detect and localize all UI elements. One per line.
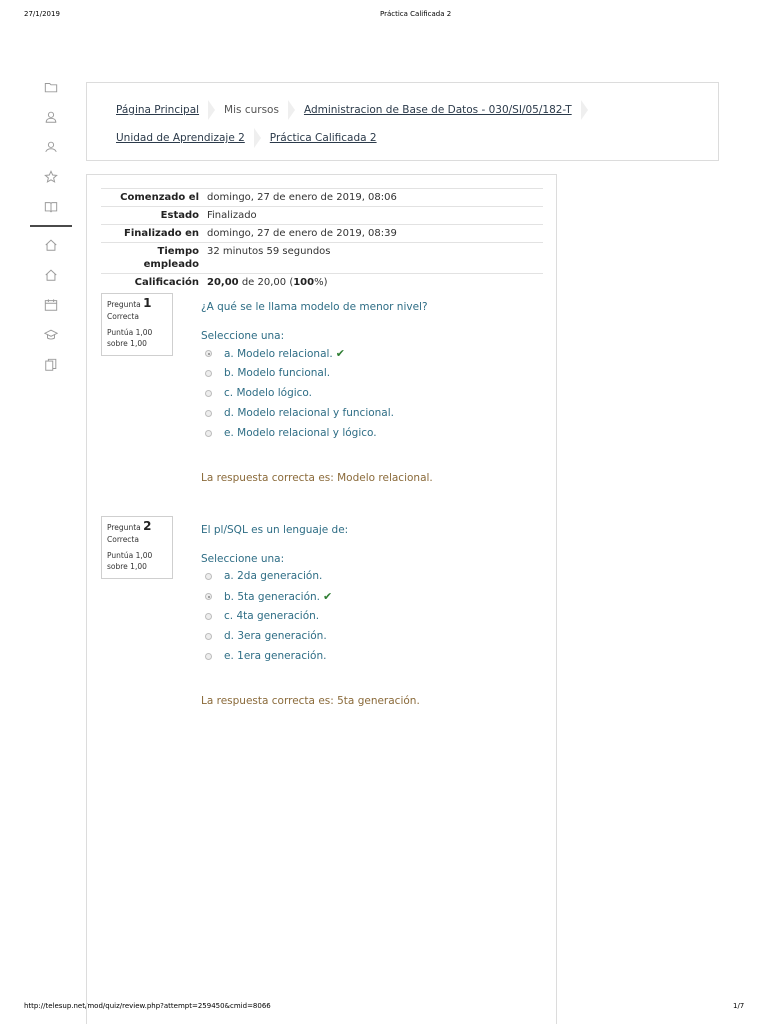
- answer-option[interactable]: [205, 570, 322, 582]
- breadcrumb-separator: [208, 100, 215, 120]
- summary-label: Calificación: [101, 274, 207, 292]
- question-prompt-1: Seleccione una:: [201, 330, 285, 342]
- summary-row-state: [101, 207, 543, 225]
- print-url: http://telesup.net/mod/quiz/review.php?attempt=259450&cmid=8066: [24, 1002, 271, 1010]
- breadcrumb-home-link[interactable]: Página Principal: [116, 104, 200, 116]
- sidebar-divider: [30, 225, 72, 227]
- sidebar-nav: [30, 72, 72, 380]
- summary-value: domingo, 27 de enero de 2019, 08:06: [207, 189, 543, 207]
- radio-unchecked[interactable]: [205, 653, 212, 660]
- print-title: Práctica Calificada 2: [380, 10, 452, 18]
- radio-unchecked[interactable]: [205, 390, 212, 397]
- summary-value: 32 minutos 59 segundos: [207, 243, 543, 274]
- answer-option[interactable]: [205, 387, 312, 399]
- radio-unchecked[interactable]: [205, 633, 212, 640]
- grade-mid: de 20,00 (: [241, 277, 294, 288]
- answer-label: d. Modelo relacional y funcional.: [224, 407, 394, 419]
- breadcrumb-quiz-link[interactable]: Práctica Calificada 2: [269, 132, 377, 144]
- question-info-1: [101, 293, 173, 356]
- summary-value: [207, 274, 543, 292]
- answer-option[interactable]: [205, 347, 345, 360]
- answer-option[interactable]: [205, 650, 326, 662]
- radio-unchecked[interactable]: [205, 410, 212, 417]
- answer-option[interactable]: [205, 630, 327, 642]
- question-mark: Puntúa 1,00 sobre 1,00: [107, 328, 153, 348]
- nav-item-grades[interactable]: [30, 192, 72, 222]
- question-state: Correcta: [107, 535, 139, 544]
- answer-label: e. Modelo relacional y lógico.: [224, 427, 377, 439]
- nav-item-home[interactable]: [30, 230, 72, 260]
- answer-option[interactable]: [205, 590, 332, 603]
- answer-label: e. 1era generación.: [224, 650, 327, 662]
- question-prompt-2: Seleccione una:: [201, 553, 285, 565]
- radio-unchecked[interactable]: [205, 370, 212, 377]
- answer-option[interactable]: [205, 367, 330, 379]
- files-icon: [44, 358, 58, 372]
- home-icon: [44, 268, 58, 282]
- grade-score: 20,00: [207, 277, 239, 288]
- breadcrumb-unit-link[interactable]: Unidad de Aprendizaje 2: [116, 132, 245, 144]
- radio-checked[interactable]: [205, 350, 212, 357]
- nav-item-files[interactable]: [30, 72, 72, 102]
- breadcrumb-separator: [254, 128, 261, 148]
- breadcrumb-separator: [288, 100, 295, 120]
- check-icon: ✔: [335, 347, 345, 360]
- answer-label: c. 4ta generación.: [224, 610, 320, 622]
- star-icon: [44, 170, 58, 184]
- summary-label: Tiempo empleado: [101, 243, 207, 274]
- nav-item-dashboard[interactable]: [30, 260, 72, 290]
- check-icon: ✔: [323, 590, 333, 603]
- question-info-2: [101, 516, 173, 579]
- question-text-2: El pl/SQL es un lenguaje de:: [201, 524, 349, 536]
- print-page-number: 1/7: [733, 1002, 745, 1010]
- summary-label: Comenzado el: [101, 189, 207, 207]
- grade-end: %): [314, 277, 328, 288]
- nav-item-groups[interactable]: [30, 132, 72, 162]
- radio-unchecked[interactable]: [205, 573, 212, 580]
- summary-value: Finalizado: [207, 207, 543, 225]
- question-number: 1: [143, 296, 152, 310]
- answer-label: d. 3era generación.: [224, 630, 327, 642]
- radio-unchecked[interactable]: [205, 613, 212, 620]
- calendar-icon: [44, 298, 58, 312]
- answer-label: a. 2da generación.: [224, 570, 323, 582]
- radio-checked[interactable]: [205, 593, 212, 600]
- book-icon: [44, 200, 58, 214]
- summary-value: domingo, 27 de enero de 2019, 08:39: [207, 225, 543, 243]
- question-text-1: ¿A qué se le llama modelo de menor nivel?: [201, 301, 428, 313]
- right-answer-feedback-1: La respuesta correcta es: Modelo relacional.: [201, 472, 433, 484]
- question-number: 2: [143, 519, 152, 533]
- quiz-review-region: [86, 174, 557, 1024]
- breadcrumb-separator: [581, 100, 588, 120]
- breadcrumb-my-courses: Mis cursos: [224, 104, 279, 116]
- answer-label: c. Modelo lógico.: [224, 387, 313, 399]
- nav-item-calendar[interactable]: [30, 290, 72, 320]
- question-state: Correcta: [107, 312, 139, 321]
- summary-row-completed: [101, 225, 543, 243]
- summary-label: Finalizado en: [101, 225, 207, 243]
- answer-label: a. Modelo relacional.: [224, 347, 333, 360]
- question-mark: Puntúa 1,00 sobre 1,00: [107, 551, 153, 571]
- question-label: Pregunta: [107, 300, 141, 309]
- answer-label: b. 5ta generación.: [224, 590, 321, 603]
- summary-row-grade: [101, 274, 543, 292]
- answer-option[interactable]: [205, 427, 377, 439]
- attempt-summary-table: [101, 188, 543, 291]
- nav-item-private-files[interactable]: [30, 350, 72, 380]
- breadcrumb-course-link[interactable]: Administracion de Base de Datos - 030/SI/05/182-T: [303, 104, 572, 116]
- home-icon: [44, 238, 58, 252]
- users-icon: [44, 140, 58, 154]
- nav-item-my-courses[interactable]: [30, 320, 72, 350]
- user-group-icon: [44, 110, 58, 124]
- question-label: Pregunta: [107, 523, 141, 532]
- summary-label: Estado: [101, 207, 207, 225]
- summary-row-time: [101, 243, 543, 274]
- graduation-cap-icon: [44, 328, 58, 342]
- answer-option[interactable]: [205, 407, 394, 419]
- nav-item-badges[interactable]: [30, 162, 72, 192]
- right-answer-feedback-2: La respuesta correcta es: 5ta generación.: [201, 695, 420, 707]
- answer-option[interactable]: [205, 610, 319, 622]
- print-date: 27/1/2019: [24, 10, 60, 18]
- folder-icon: [44, 80, 58, 94]
- breadcrumb: [86, 82, 719, 161]
- nav-item-participants[interactable]: [30, 102, 72, 132]
- summary-row-started: [101, 189, 543, 207]
- answer-label: b. Modelo funcional.: [224, 367, 331, 379]
- grade-percent: 100: [293, 277, 315, 288]
- radio-unchecked[interactable]: [205, 430, 212, 437]
